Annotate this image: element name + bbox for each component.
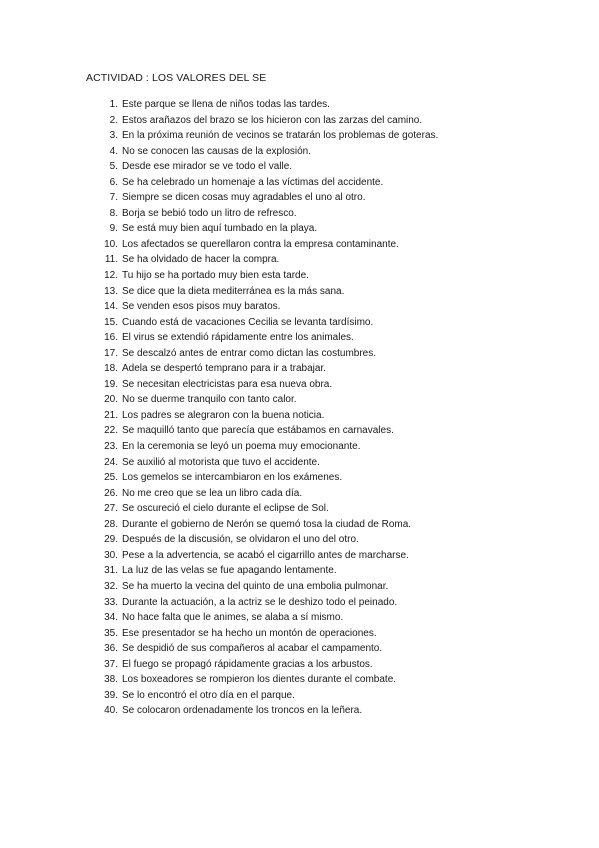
item-number: 28. xyxy=(104,518,118,530)
list-item xyxy=(0,315,599,331)
item-number: 39. xyxy=(104,689,118,701)
item-number: 35. xyxy=(104,627,118,639)
item-text: Ese presentador se ha hecho un montón de operaciones. xyxy=(122,627,377,639)
list-item xyxy=(0,672,599,688)
item-number: 5. xyxy=(109,161,118,173)
item-text: El fuego se propagó rápidamente gracias a los arbustos. xyxy=(122,658,373,670)
item-number: 10. xyxy=(104,238,118,250)
document-title: ACTIVIDAD : LOS VALORES DEL SE xyxy=(86,72,267,84)
item-number: 31. xyxy=(104,565,118,577)
list-item xyxy=(0,190,599,206)
list-item xyxy=(0,361,599,377)
item-text: Cuando está de vacaciones Cecilia se levanta tardísimo. xyxy=(122,316,374,328)
list-item xyxy=(0,703,599,719)
item-text: Se descalzó antes de entrar como dictan las costumbres. xyxy=(122,347,377,359)
list-item xyxy=(0,688,599,704)
list-item xyxy=(0,501,599,517)
item-number: 8. xyxy=(109,207,118,219)
list-item xyxy=(0,408,599,424)
item-text: Se dice que la dieta mediterránea es la más sana. xyxy=(122,285,345,297)
list-item xyxy=(0,392,599,408)
list-item xyxy=(0,641,599,657)
item-text: Se lo encontró el otro día en el parque. xyxy=(122,689,295,701)
item-text: Durante la actuación, a la actriz se le deshizo todo el peinado. xyxy=(122,596,398,608)
item-text: Se ha olvidado de hacer la compra. xyxy=(122,254,280,266)
list-item xyxy=(0,626,599,642)
item-number: 25. xyxy=(104,472,118,484)
list-item xyxy=(0,563,599,579)
item-text: Los gemelos se intercambiaron en los exámenes. xyxy=(122,472,343,484)
item-number: 38. xyxy=(104,674,118,686)
item-text: Durante el gobierno de Nerón se quemó tosa la ciudad de Roma. xyxy=(122,518,412,530)
item-text: El virus se extendió rápidamente entre los animales. xyxy=(122,332,354,344)
item-number: 22. xyxy=(104,425,118,437)
list-item xyxy=(0,144,599,160)
list-item xyxy=(0,657,599,673)
list-item xyxy=(0,423,599,439)
item-text: Se oscureció el cielo durante el eclipse de Sol. xyxy=(122,503,329,515)
item-number: 9. xyxy=(109,223,118,235)
list-item xyxy=(0,206,599,222)
list-item xyxy=(0,579,599,595)
item-number: 21. xyxy=(104,409,118,421)
item-text: En la próxima reunión de vecinos se tratarán los problemas de goteras. xyxy=(122,130,439,142)
list-item xyxy=(0,595,599,611)
item-number: 2. xyxy=(109,114,118,126)
list-item xyxy=(0,455,599,471)
item-number: 26. xyxy=(104,487,118,499)
item-number: 19. xyxy=(104,378,118,390)
item-text: Este parque se llena de niños todas las tardes. xyxy=(122,99,330,110)
item-text: Después de la discusión, se olvidaron el uno del otro. xyxy=(122,534,359,546)
item-number: 17. xyxy=(104,347,118,359)
list-item xyxy=(0,517,599,533)
item-text: No me creo que se lea un libro cada día. xyxy=(122,487,303,499)
list-item xyxy=(0,128,599,144)
item-number: 6. xyxy=(109,176,118,188)
item-number: 29. xyxy=(104,534,118,546)
item-number: 12. xyxy=(104,270,118,282)
item-text: En la ceremonia se leyó un poema muy emocionante. xyxy=(122,441,361,453)
item-number: 14. xyxy=(104,301,118,313)
item-text: Los afectados se querellaron contra la empresa contaminante. xyxy=(122,238,399,250)
list-item xyxy=(0,97,599,113)
item-text: Se colocaron ordenadamente los troncos en la leñera. xyxy=(122,705,363,717)
list-item xyxy=(0,268,599,284)
list-item xyxy=(0,159,599,175)
item-number: 33. xyxy=(104,596,118,608)
item-number: 24. xyxy=(104,456,118,468)
item-text: Tu hijo se ha portado muy bien esta tarde. xyxy=(122,270,309,282)
item-text: Se maquilló tanto que parecía que estábamos en carnavales. xyxy=(122,425,394,437)
item-text: Se necesitan electricistas para esa nueva obra. xyxy=(122,378,333,390)
list-item xyxy=(0,346,599,362)
list-item xyxy=(0,113,599,129)
list-item xyxy=(0,486,599,502)
item-text: Estos arañazos del brazo se los hicieron con las zarzas del camino. xyxy=(122,114,423,126)
item-text: Siempre se dicen cosas muy agradables el uno al otro. xyxy=(122,192,366,204)
list-item xyxy=(0,299,599,315)
item-number: 11. xyxy=(104,254,118,266)
item-number: 34. xyxy=(104,612,118,624)
list-item xyxy=(0,284,599,300)
item-text: No se duerme tranquilo con tanto calor. xyxy=(122,394,297,406)
list-item xyxy=(0,377,599,393)
sentence-list xyxy=(0,97,599,719)
item-number: 3. xyxy=(109,130,118,142)
item-text: No hace falta que le animes, se alaba a sí mismo. xyxy=(122,612,344,624)
item-number: 1. xyxy=(109,99,118,110)
item-text: Los padres se alegraron con la buena noticia. xyxy=(122,409,325,421)
item-text: Se ha muerto la vecina del quinto de una embolia pulmonar. xyxy=(122,580,389,592)
item-text: Los boxeadores se rompieron los dientes durante el combate. xyxy=(122,674,397,686)
list-item xyxy=(0,548,599,564)
item-number: 30. xyxy=(104,549,118,561)
item-text: Desde ese mirador se ve todo el valle. xyxy=(122,161,293,173)
list-item xyxy=(0,532,599,548)
list-item xyxy=(0,330,599,346)
item-text: No se conocen las causas de la explosión. xyxy=(122,145,312,157)
item-number: 37. xyxy=(104,658,118,670)
item-text: Se ha celebrado un homenaje a las víctimas del accidente. xyxy=(122,176,384,188)
item-text: Borja se bebió todo un litro de refresco. xyxy=(122,207,297,219)
item-number: 36. xyxy=(104,643,118,655)
item-text: Se venden esos pisos muy baratos. xyxy=(122,301,281,313)
item-number: 13. xyxy=(104,285,118,297)
list-item xyxy=(0,610,599,626)
item-number: 40. xyxy=(104,705,118,717)
item-number: 4. xyxy=(109,145,118,157)
list-item xyxy=(0,175,599,191)
item-number: 18. xyxy=(104,363,118,375)
item-text: La luz de las velas se fue apagando lentamente. xyxy=(122,565,337,577)
item-text: Pese a la advertencia, se acabó el cigarrillo antes de marcharse. xyxy=(122,549,409,561)
item-number: 15. xyxy=(104,316,118,328)
item-number: 16. xyxy=(104,332,118,344)
item-number: 23. xyxy=(104,441,118,453)
list-item xyxy=(0,470,599,486)
item-number: 32. xyxy=(104,580,118,592)
item-text: Se despidió de sus compañeros al acabar el campamento. xyxy=(122,643,383,655)
item-number: 27. xyxy=(104,503,118,515)
list-item xyxy=(0,439,599,455)
list-item xyxy=(0,237,599,253)
item-text: Se auxilió al motorista que tuvo el accidente. xyxy=(122,456,320,468)
list-item xyxy=(0,252,599,268)
item-text: Adela se despertó temprano para ir a trabajar. xyxy=(122,363,327,375)
item-number: 20. xyxy=(104,394,118,406)
list-item xyxy=(0,221,599,237)
item-number: 7. xyxy=(109,192,118,204)
item-text: Se está muy bien aquí tumbado en la playa. xyxy=(122,223,318,235)
